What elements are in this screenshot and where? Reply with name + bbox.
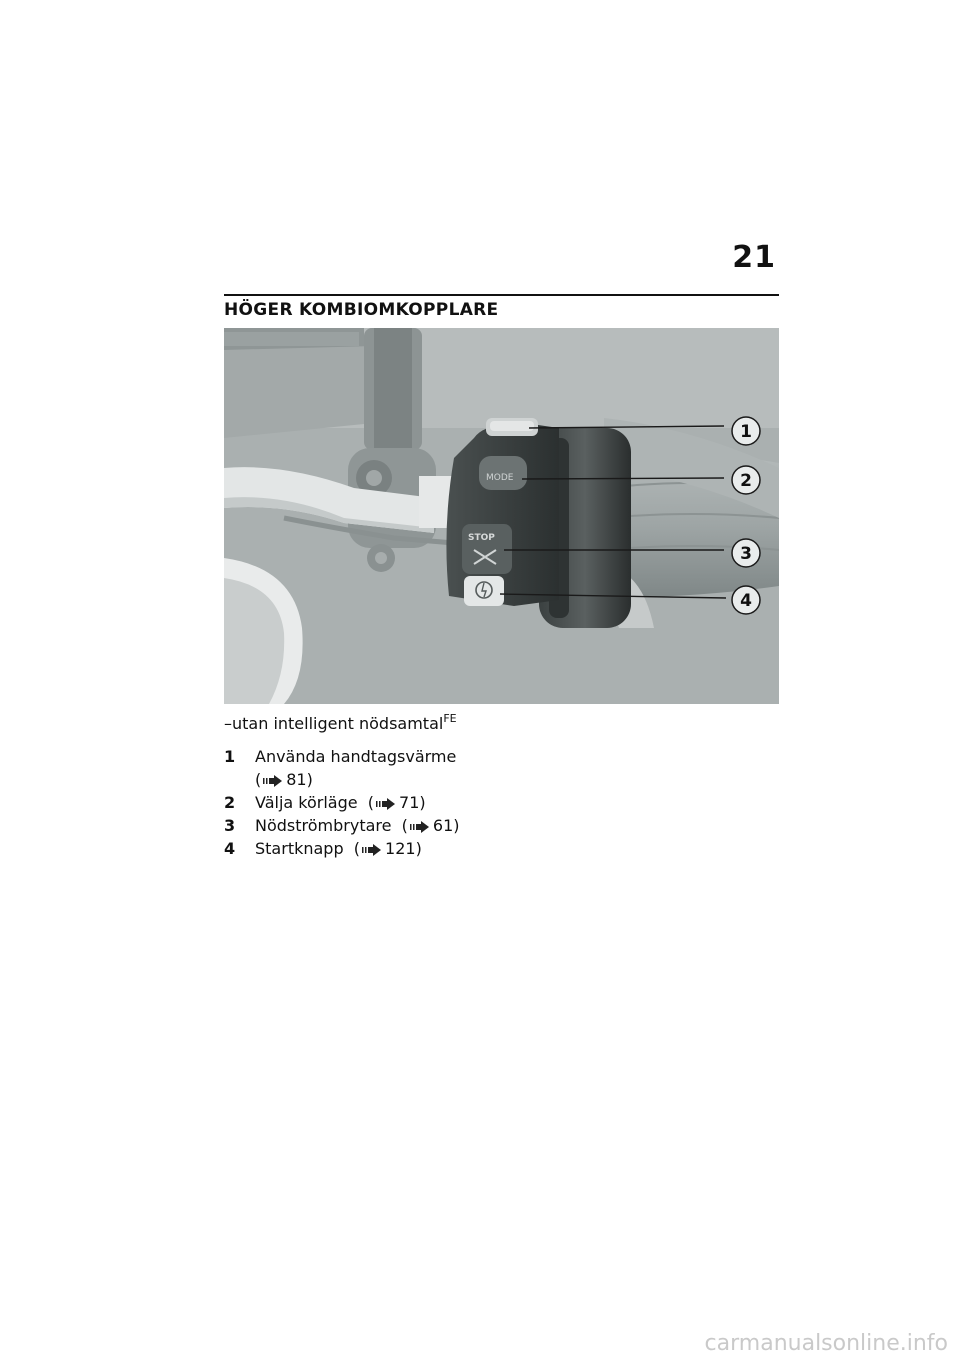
- legend-list: [224, 745, 524, 860]
- legend-item: [224, 814, 524, 837]
- variant-text: –utan intelligent nödsamtal: [224, 714, 444, 733]
- page-reference-number: 81: [286, 770, 307, 789]
- mode-button-label: MODE: [486, 473, 514, 483]
- legend-text: [255, 814, 524, 837]
- page-reference[interactable]: ( 81): [255, 770, 313, 789]
- legend-item: [224, 791, 524, 814]
- legend-number: 4: [224, 839, 236, 858]
- callout-1: [732, 417, 760, 445]
- page-reference-number: 61: [432, 816, 454, 835]
- callout-4: [732, 586, 760, 614]
- svg-text:1: 1: [740, 422, 752, 442]
- variant-note: [224, 712, 457, 733]
- header-rule: [224, 294, 779, 296]
- legend-label: Startknapp: [255, 839, 344, 858]
- page-reference-arrow-icon: [263, 775, 283, 787]
- page-reference[interactable]: ( 61): [396, 816, 460, 835]
- page-reference-arrow-icon: [410, 821, 430, 833]
- section-title: HÖGER KOMBIOMKOPPLARE: [224, 300, 499, 320]
- legend-text: [255, 791, 524, 814]
- legend-item: [224, 745, 524, 791]
- svg-text:4: 4: [740, 591, 752, 611]
- variant-superscript: FE: [443, 712, 457, 725]
- legend-number: 1: [224, 747, 236, 766]
- handlebar-switch-photo: [224, 328, 779, 704]
- stop-switch-label: STOP: [468, 533, 495, 543]
- footer-watermark: carmanualsonline.info: [704, 1331, 948, 1356]
- callout-2: [732, 466, 760, 494]
- legend-number: 2: [224, 793, 236, 812]
- page-reference-arrow-icon: [362, 844, 382, 856]
- page-reference[interactable]: ( 121): [348, 839, 422, 858]
- legend-label: Nödströmbrytare: [255, 816, 392, 835]
- legend-label: Använda handtagsvärme: [255, 747, 457, 766]
- legend-label: Välja körläge: [255, 793, 358, 812]
- page-reference[interactable]: ( 71): [362, 793, 426, 812]
- page-reference-number: 121: [385, 839, 416, 858]
- legend-number: 3: [224, 816, 236, 835]
- legend-text: [255, 745, 524, 791]
- legend-item: [224, 837, 524, 860]
- callout-3: [732, 539, 760, 567]
- legend-text: [255, 837, 524, 860]
- svg-text:3: 3: [740, 544, 752, 564]
- page-number: 21: [732, 240, 776, 275]
- page-reference-arrow-icon: [376, 798, 396, 810]
- page-reference-number: 71: [399, 793, 420, 812]
- svg-text:2: 2: [740, 471, 752, 491]
